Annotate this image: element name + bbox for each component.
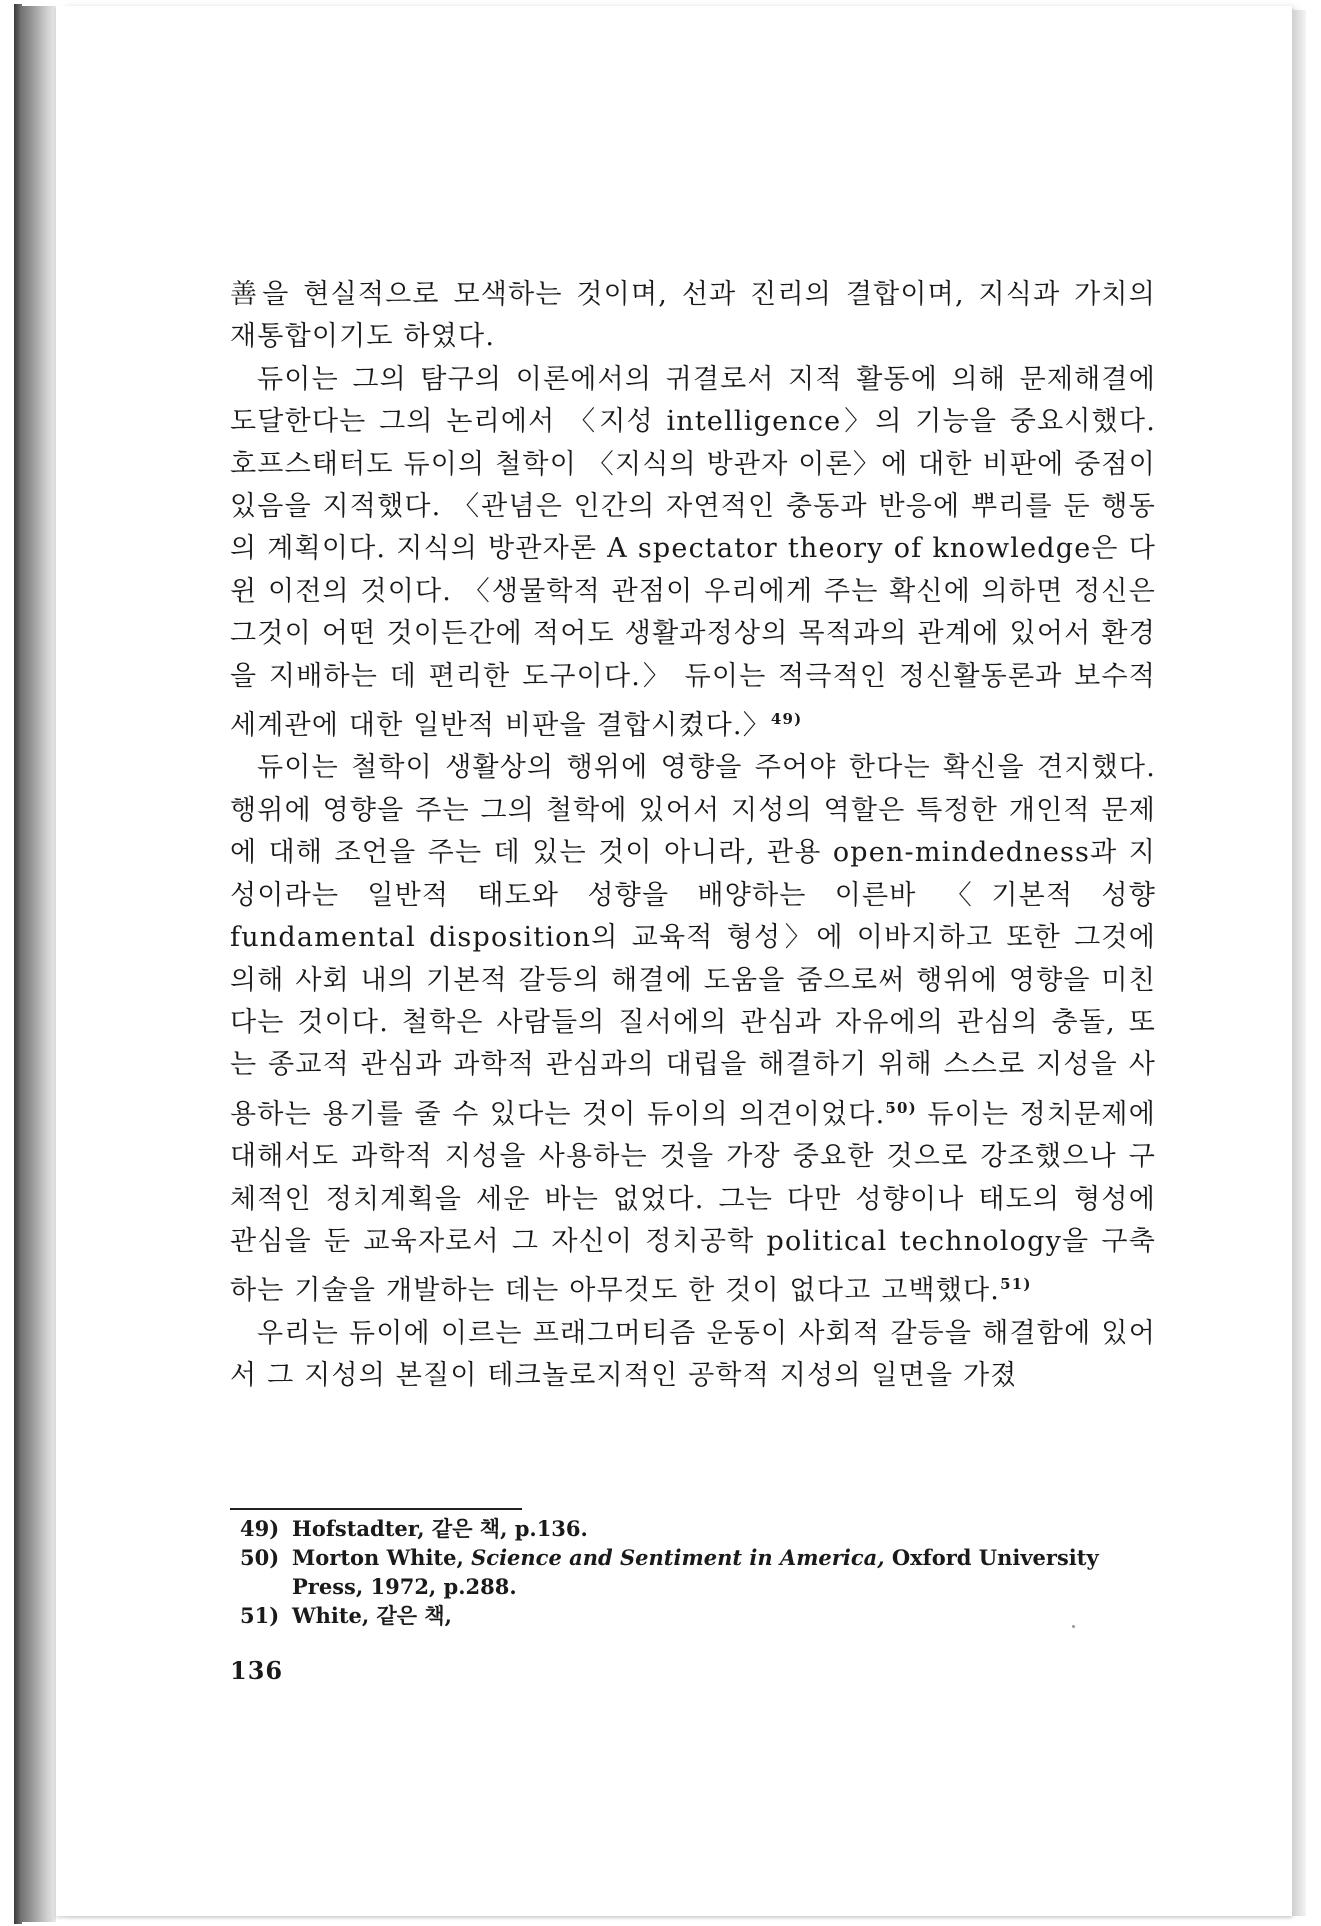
footnote-text: White, 같은 책, (292, 1603, 452, 1628)
footnote-ref-51: 51) (1000, 1275, 1032, 1294)
footnote-50 (240, 1543, 1156, 1601)
footnote-book-title: Science and Sentiment in America, (471, 1545, 885, 1570)
page-number: 136 (230, 1656, 284, 1685)
footnote-number: 50) (240, 1545, 280, 1570)
paragraph-1: 善을 현실적으로 모색하는 것이며, 선과 진리의 결합이며, 지식과 가치의 재통합이기도 하였다. (230, 279, 1156, 353)
paragraph-3: 듀이는 철학이 생활상의 행위에 영향을 주어야 한다는 확신을 견지했다. 행위에 영향을 주는 그의 철학에 있어서 지성의 역할은 특정한 개인적 문제에 대해 조언을 주는 데 있는 것이 아니라, 관용 open-mindedness과 지성이라는 일반적 태도와 성향을 배양하는 이른바 〈기본적 성향 fundamental disposition의 교육적 형성〉에 이바지하고 또한 그것에 의해 사회 내의 기본적 갈등의 해결에 도움을 줌으로써 행위에 영향을 미친다는 것이다. 철학은 사람들의 질서에의 관심과 자유에의 관심의 충돌, 또는 종교적 관심과 과학적 관심과의 대립을 해결하기 위해 스스로 지성을 사용하는 용기를 줄 수 있다는 것이 듀이의 의견이었다.$^{50)}$ 듀이는 정치문제에 대해서도 과학적 지성을 사용하는 것을 가장 중요한 것으로 강조했으나 구체적인 정치계획을 세운 바는 없었다. 그는 다만 성향이나 태도의 형성에 관심을 둔 교육자로서 그 자신이 정치공학 political technology을 구축하는 기술을 개발하는 데는 아무것도 한 것이 없다고 고백했다.$^{51)}$ (230, 752, 1156, 1307)
page-stack-edge (1292, 10, 1306, 1916)
footnote-number: 51) (240, 1603, 280, 1628)
footnote-text: Hofstadter, 같은 책, p.136. (292, 1516, 588, 1541)
footnote-text (292, 1543, 1156, 1601)
footnotes (240, 1514, 1156, 1630)
footnote-divider (230, 1508, 522, 1510)
paragraph-2: 듀이는 그의 탐구의 이론에서의 귀결로서 지적 활동에 의해 문제해결에 도달한다는 그의 논리에서 〈지성 intelligence〉의 기능을 중요시했다. 호프스태터도 듀이의 철학이 〈지식의 방관자 이론〉에 대한 비판에 중점이 있음을 지적했다. 〈관념은 인간의 자연적인 충동과 반응에 뿌리를 둔 행동의 계획이다. 지식의 방관자론 A spectator theory of knowledge은 다윈 이전의 것이다. 〈생물학적 관점이 우리에게 주는 확신에 의하면 정신은 그것이 어떤 것이든간에 적어도 생활과정상의 목적과의 관계에 있어서 환경을 지배하는 데 편리한 도구이다.〉 듀이는 적극적인 정신활동론과 보수적 세계관에 대한 일반적 비판을 결합시켰다.〉$^{49)}$ (230, 363, 1156, 742)
scan-speck (1072, 1625, 1075, 1628)
paragraph-4: 우리는 듀이에 이르는 프래그머티즘 운동이 사회적 갈등을 해결함에 있어서 그 지성의 본질이 테크놀로지적인 공학적 지성의 일면을 가졌 (230, 1317, 1156, 1392)
footnote-ref-50: 50) (885, 1098, 917, 1117)
footnote-49 (240, 1514, 1156, 1543)
body-text (230, 274, 1156, 1398)
footnote-author: Morton White, (292, 1545, 464, 1570)
footnote-publisher: Oxford University Press, 1972, p.288. (292, 1545, 1099, 1599)
book-spine (20, 6, 56, 1922)
footnote-ref-49: 49) (770, 710, 803, 729)
footnote-51 (240, 1601, 1156, 1630)
footnote-number: 49) (240, 1516, 280, 1541)
